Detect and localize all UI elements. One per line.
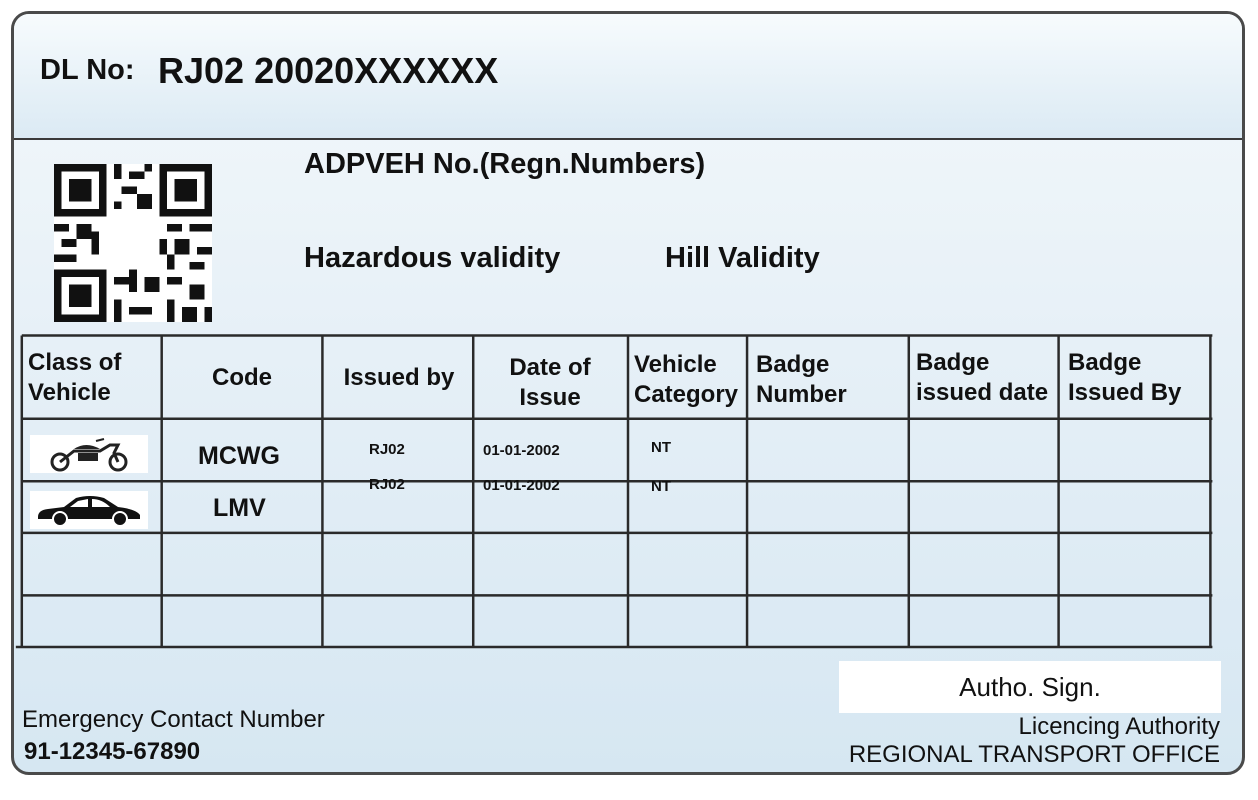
header-date-of-issue: Date of Issue — [509, 354, 591, 411]
header-code: Code — [212, 364, 272, 391]
adpveh-label: ADPVEH No.(Regn.Numbers) — [304, 148, 706, 180]
row-category: NT — [651, 478, 671, 495]
qr-code-icon — [54, 164, 212, 322]
driving-licence-card — [11, 11, 1245, 775]
row-date: 01-01-2002 — [483, 442, 560, 459]
header-issued-by: Issued by — [343, 364, 455, 391]
row-date: 01-01-2002 — [483, 477, 560, 494]
emergency-contact-number: 91-12345-67890 — [24, 738, 201, 765]
car-icon — [30, 491, 148, 529]
dl-number-label: DL No: — [40, 54, 135, 86]
regional-transport-office-label: REGIONAL TRANSPORT OFFICE — [848, 741, 1220, 768]
hill-validity-label: Hill Validity — [665, 242, 820, 274]
authorised-signature-box: Autho. Sign. — [839, 661, 1221, 713]
header-badge-number: Badge Number — [756, 351, 847, 408]
emergency-contact-label: Emergency Contact Number — [22, 706, 325, 733]
header-vehicle-category: Vehicle Category — [634, 351, 739, 408]
row-issued-by: RJ02 — [369, 476, 405, 493]
row-category: NT — [651, 439, 671, 456]
header-badge-issued-by: Badge Issued By — [1068, 349, 1182, 406]
row-issued-by: RJ02 — [369, 441, 405, 458]
card-header — [14, 14, 1242, 140]
licencing-authority-label: Licencing Authority — [1018, 713, 1220, 740]
motorcycle-icon — [30, 435, 148, 473]
dl-number-value: RJ02 20020XXXXXX — [158, 50, 499, 91]
hazardous-validity-label: Hazardous validity — [304, 242, 561, 274]
header-badge-issued-date: Badge issued date — [916, 349, 1049, 406]
header-class-of-vehicle: Class of Vehicle — [28, 349, 122, 406]
row-code: MCWG — [198, 442, 280, 470]
row-code: LMV — [213, 494, 266, 522]
